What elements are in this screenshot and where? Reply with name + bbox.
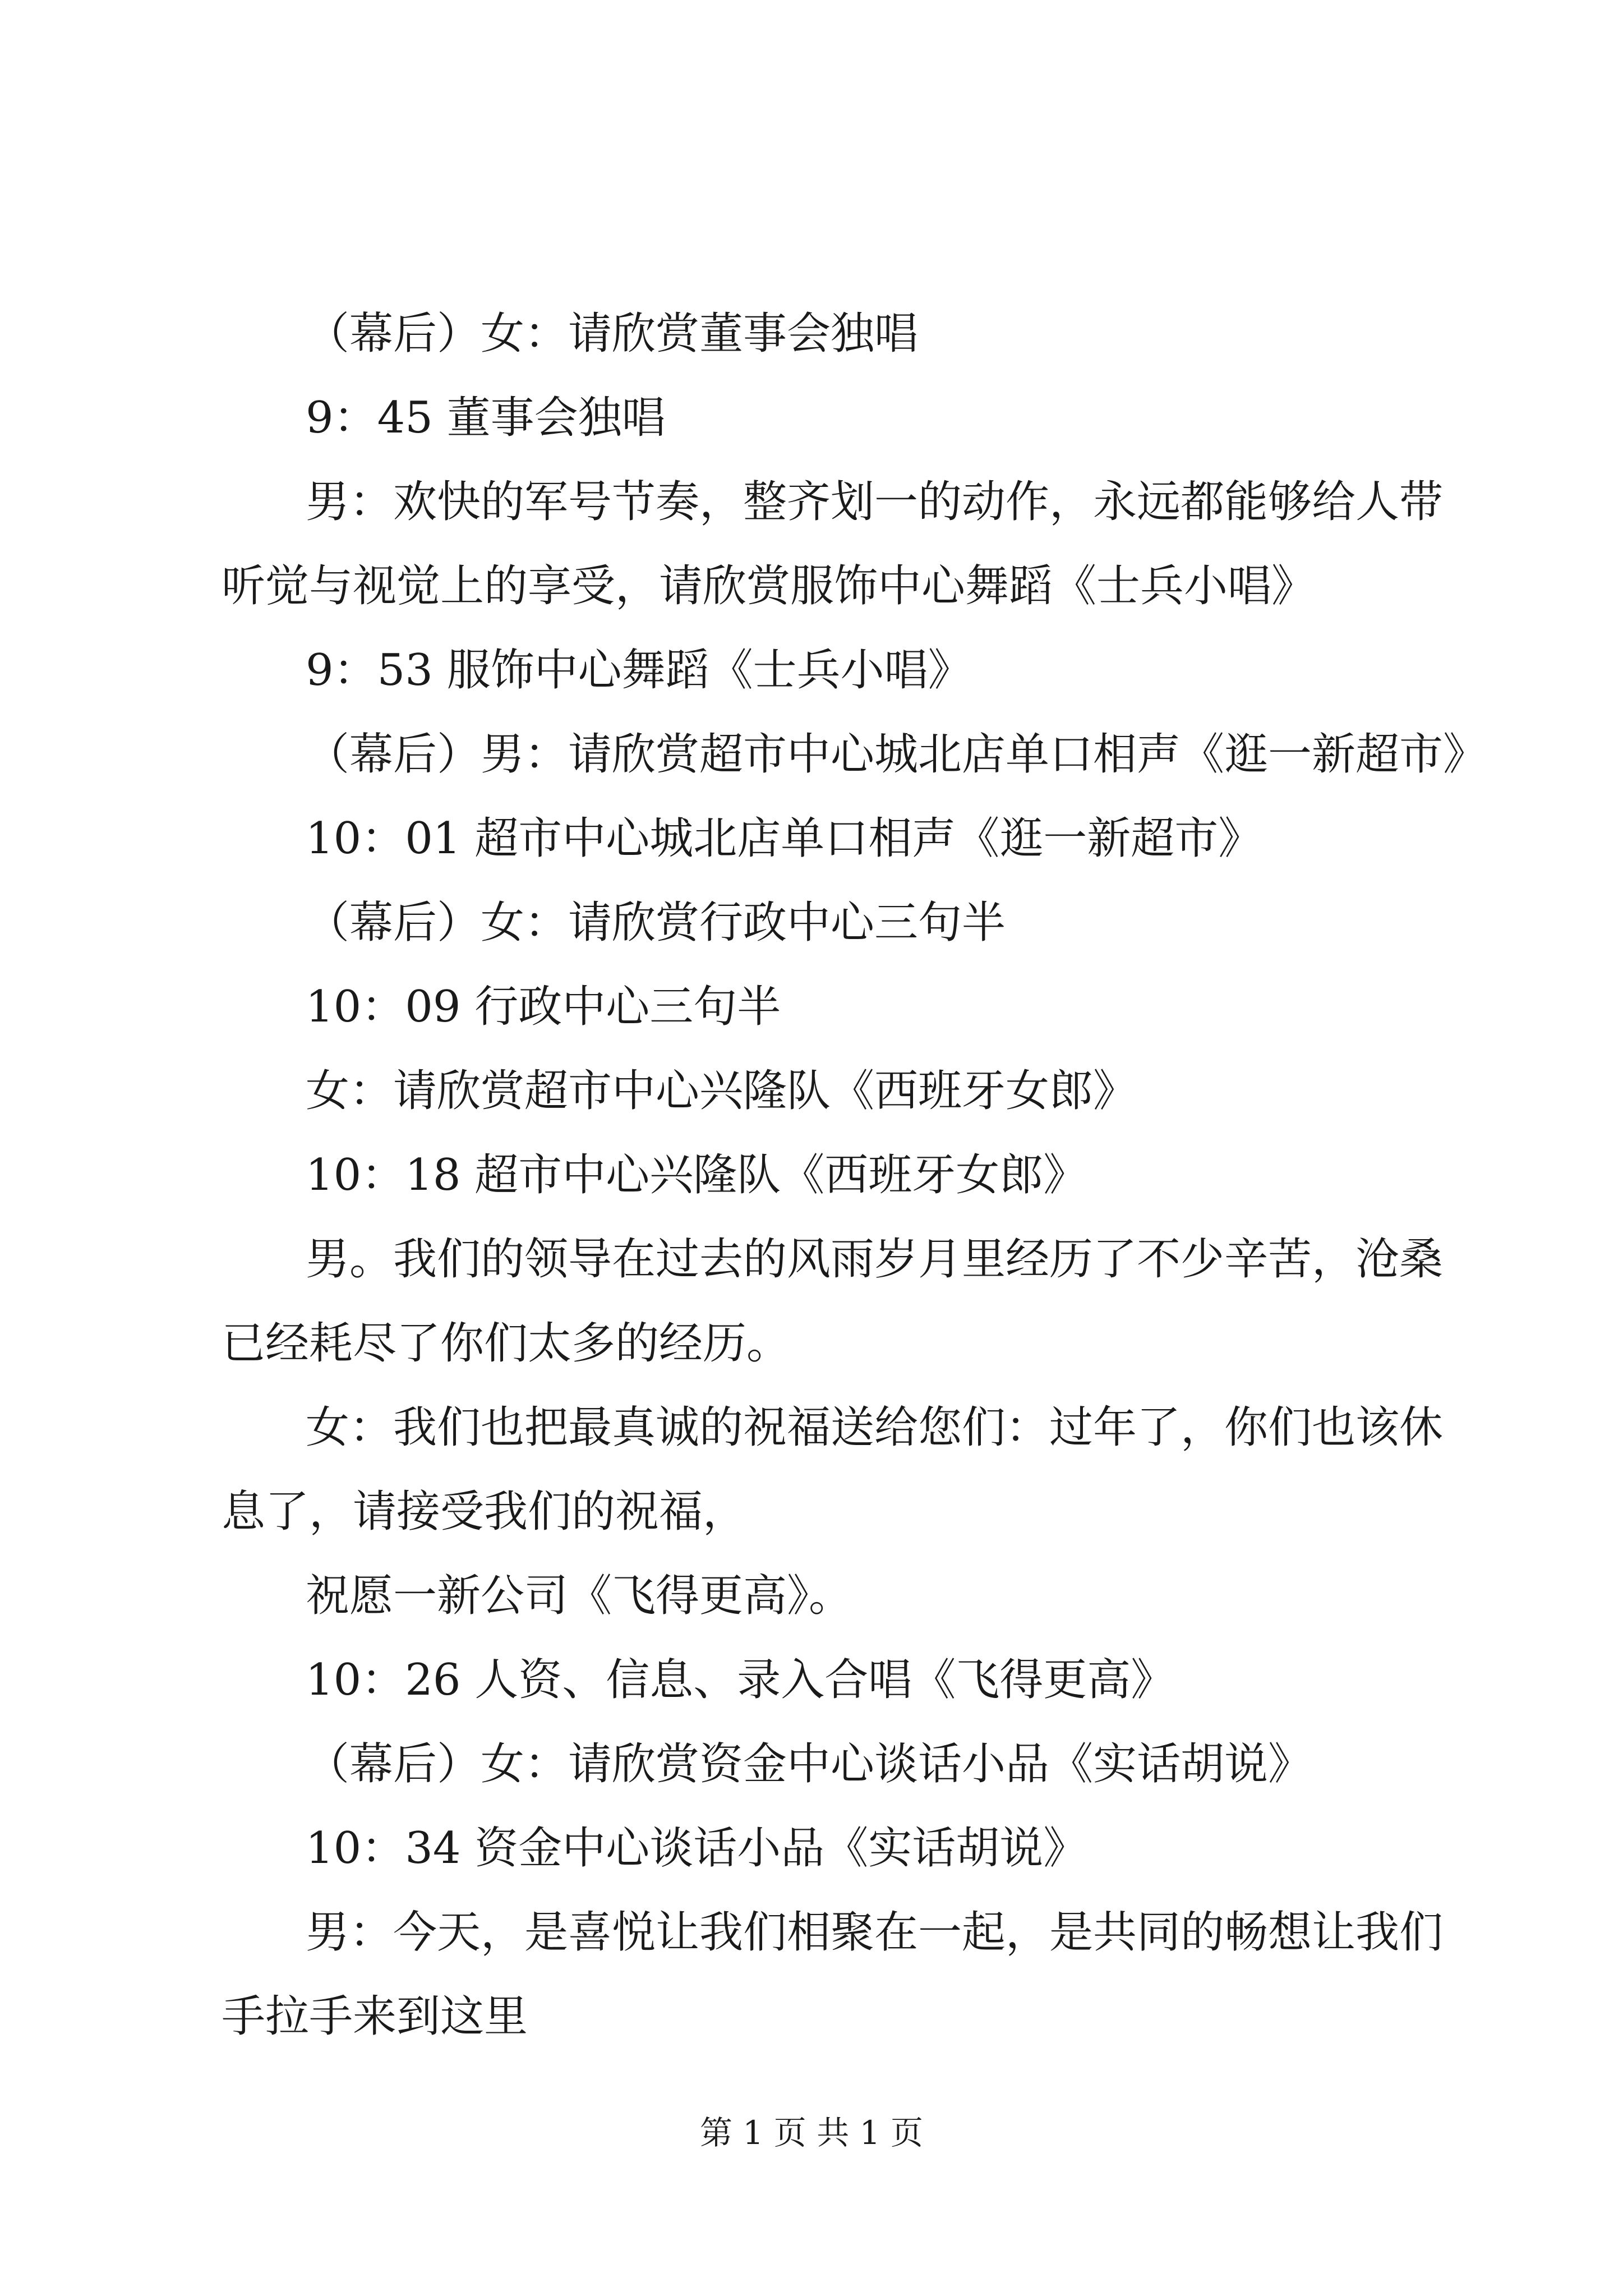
text-line: 祝愿一新公司《飞得更高》。	[306, 1571, 853, 1621]
text-line: 10：09 行政中心三句半	[306, 982, 781, 1032]
text-line: （幕后）女：请欣赏资金中心谈话小品《实话胡说》	[306, 1739, 1312, 1789]
text-line: 已经耗尽了你们太多的经历。	[222, 1318, 791, 1369]
text-line: 10：26 人资、信息、录入合唱《飞得更高》	[306, 1655, 1175, 1705]
text-line: 9：45 董事会独唱	[306, 393, 666, 443]
text-line: 女：请欣赏超市中心兴隆队《西班牙女郎》	[306, 1066, 1137, 1116]
text-line: 10：18 超市中心兴隆队《西班牙女郎》	[306, 1150, 1087, 1200]
text-line: 听觉与视觉上的享受，请欣赏服饰中心舞蹈《士兵小唱》	[222, 561, 1316, 611]
page-number-footer: 第 1 页 共 1 页	[700, 2114, 923, 2152]
document-body	[222, 292, 1487, 2059]
text-line: 10：01 超市中心城北店单口相声《逛一新超市》	[306, 813, 1262, 864]
text-line: （幕后）女：请欣赏行政中心三句半	[306, 898, 1006, 948]
text-line: 手拉手来到这里	[222, 1991, 528, 2042]
text-line: 男：今天，是喜悦让我们相聚在一起，是共同的畅想让我们	[306, 1907, 1444, 1958]
text-line: 女：我们也把最真诚的祝福送给您们：过年了，你们也该休	[306, 1402, 1444, 1453]
text-line: （幕后）男：请欣赏超市中心城北店单口相声《逛一新超市》	[306, 729, 1487, 780]
text-line: 9：53 服饰中心舞蹈《士兵小唱》	[306, 645, 972, 696]
text-line: （幕后）女：请欣赏董事会独唱	[306, 309, 919, 359]
text-line: 男。我们的领导在过去的风雨岁月里经历了不少辛苦，沧桑	[306, 1234, 1444, 1285]
text-line: 息了，请接受我们的祝福，	[222, 1487, 747, 1537]
text-line: 男：欢快的军号节奏，整齐划一的动作，永远都能够给人带	[306, 477, 1444, 527]
text-line: 10：34 资金中心谈话小品《实话胡说》	[306, 1823, 1087, 1874]
